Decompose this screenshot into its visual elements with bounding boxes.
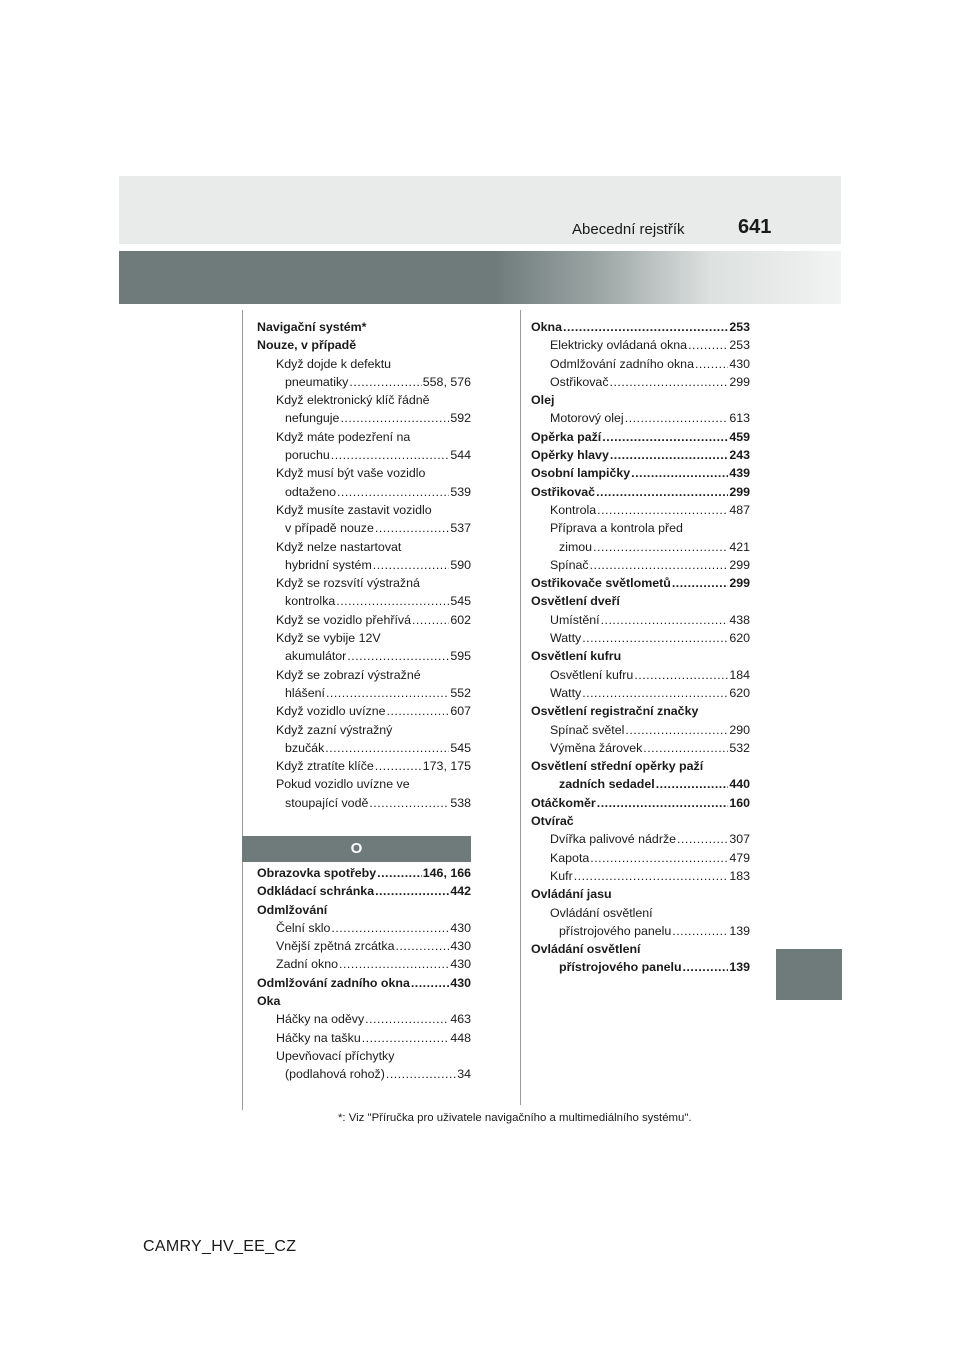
index-entry — [257, 592, 471, 610]
index-entry-text: Spínač světel — [550, 722, 625, 737]
index-entry-leader — [340, 409, 449, 427]
index-entry-page: 243 — [729, 448, 750, 463]
index-entry — [257, 794, 471, 812]
index-entry-page: 146, 166 — [422, 866, 471, 880]
index-entry-text: Watty — [550, 631, 582, 646]
index-entry-page: 430 — [450, 975, 471, 990]
index-entry — [257, 538, 471, 556]
index-entry-leader — [331, 919, 449, 937]
column-divider-middle — [520, 310, 521, 1105]
index-entry-leader — [631, 464, 728, 482]
index-entry-page: 34 — [457, 1067, 471, 1082]
index-entry-leader — [336, 592, 449, 610]
index-entry-text: Odmlžování zadního okna — [550, 356, 694, 371]
index-entry-leader — [412, 611, 449, 629]
index-entry — [531, 556, 750, 574]
index-entry — [531, 867, 750, 885]
index-entry — [531, 849, 750, 867]
index-entry — [531, 629, 750, 647]
index-entry-text: Když dojde k defektu — [276, 356, 392, 371]
index-entry-leader — [601, 611, 729, 629]
index-entry — [257, 464, 471, 482]
index-entry — [257, 1047, 471, 1065]
index-entry — [531, 428, 750, 446]
index-entry-leader — [339, 955, 449, 973]
index-entry-leader — [387, 702, 450, 720]
index-entry-text: Když musíte zastavit vozidlo — [276, 502, 432, 517]
index-entry — [257, 757, 471, 775]
index-entry-page: 299 — [729, 557, 750, 572]
index-entry-leader — [375, 882, 449, 900]
index-entry-text: Opěrky hlavy — [531, 448, 609, 463]
index-entry-text: odtaženo — [285, 484, 336, 499]
index-entry-text: Osvětlení registrační značky — [531, 704, 699, 719]
index-entry-text: Výměna žárovek — [550, 740, 643, 755]
index-entry-leader — [590, 849, 728, 867]
index-entry-text: Dvířka palivové nádrže — [550, 832, 677, 847]
index-entry-text: Nouze, v případě — [257, 338, 357, 353]
index-entry-text: Ostřikovač — [550, 374, 609, 389]
index-entry-page: 532 — [729, 740, 750, 755]
index-entry-text: Když zazní výstražný — [276, 722, 393, 737]
index-entry-leader — [683, 958, 729, 976]
index-entry-text: stoupající vodě — [285, 795, 369, 810]
index-entry-text: v případě nouze — [285, 521, 374, 536]
index-entry-leader — [596, 483, 728, 501]
index-entry-page: 439 — [729, 466, 750, 481]
index-entry-text: Obrazovka spotřeby — [257, 866, 377, 880]
index-entry-page: 139 — [729, 923, 750, 938]
index-entry-page: 592 — [450, 411, 471, 426]
index-entry-leader — [574, 867, 729, 885]
index-entry-leader — [349, 373, 421, 391]
index-entry-leader — [369, 794, 449, 812]
index-entry-leader — [365, 1010, 449, 1028]
index-entry — [531, 702, 750, 720]
index-entry-text: Čelní sklo — [276, 920, 331, 935]
index-entry-page: 602 — [450, 612, 471, 627]
index-entry — [257, 556, 471, 574]
header-gradient-band — [119, 251, 841, 304]
index-entry — [257, 919, 471, 937]
index-entry-leader — [610, 373, 729, 391]
index-entry — [531, 922, 750, 940]
index-entry-text: Příprava a kontrola před — [550, 521, 683, 536]
index-entry-text: Vnější zpětná zrcátka — [276, 939, 395, 954]
index-entry-text: Spínač — [550, 557, 589, 572]
index-entry-leader — [643, 739, 728, 757]
index-entry — [257, 373, 471, 391]
index-entry-text: Olej — [531, 393, 555, 408]
index-entry — [531, 391, 750, 409]
index-entry-page: 620 — [729, 631, 750, 646]
index-entry — [531, 904, 750, 922]
index-entry-page: 463 — [450, 1012, 471, 1027]
index-entry-text: Když nelze nastartovat — [276, 539, 402, 554]
index-entry — [257, 355, 471, 373]
index-entry-leader — [602, 428, 728, 446]
index-entry-text: Kapota — [550, 850, 590, 865]
index-entry — [257, 702, 471, 720]
index-entry-page: 421 — [729, 539, 750, 554]
index-entry-page: 430 — [450, 939, 471, 954]
index-entry — [531, 812, 750, 830]
index-entry-page: 440 — [729, 777, 750, 792]
index-entry-text: hybridní systém — [285, 557, 372, 572]
index-entry-leader — [582, 684, 728, 702]
index-entry-text: Watty — [550, 685, 582, 700]
index-entry-page: 184 — [729, 667, 750, 682]
index-entry-text: Když se rozsvítí výstražná — [276, 576, 420, 591]
index-entry-text: Okna — [531, 320, 562, 334]
index-entry — [257, 501, 471, 519]
index-entry-leader — [590, 556, 729, 574]
index-entry-text: Osvětlení střední opěrky paží — [531, 759, 704, 774]
index-entry — [257, 882, 471, 900]
index-entry-leader — [337, 483, 449, 501]
index-entry — [531, 373, 750, 391]
index-entry-page: 438 — [729, 612, 750, 627]
index-entry — [531, 684, 750, 702]
index-entry — [531, 775, 750, 793]
index-entry-text: přístrojového panelu — [559, 960, 682, 975]
index-entry-page: 299 — [729, 576, 750, 591]
index-entry — [257, 1029, 471, 1047]
page-header-title: Abecední rejstřík — [572, 221, 685, 238]
index-entry-leader — [695, 355, 728, 373]
index-entry-leader — [597, 501, 728, 519]
index-entry-leader — [593, 538, 728, 556]
index-entry — [531, 666, 750, 684]
index-entry — [257, 721, 471, 739]
index-entry — [531, 409, 750, 427]
index-entry-text: Když se zobrazí výstražné — [276, 667, 421, 682]
index-column-right — [531, 318, 750, 977]
index-entry-leader — [325, 739, 449, 757]
index-entry-text: Když ztratíte klíče — [276, 759, 374, 774]
index-entry — [531, 574, 750, 592]
index-entry-leader — [563, 318, 728, 336]
index-entry-text: Háčky na oděvy — [276, 1012, 365, 1027]
index-entry — [531, 483, 750, 501]
index-entry — [531, 721, 750, 739]
index-entry-text: Když elektronický klíč řádně — [276, 393, 430, 408]
index-entry — [531, 464, 750, 482]
index-entry-page: 160 — [729, 795, 750, 810]
index-entry-text: Elektricky ovládaná okna — [550, 338, 688, 353]
index-entry-page: 590 — [450, 557, 471, 572]
index-entry — [257, 1065, 471, 1083]
index-entry-leader — [625, 721, 728, 739]
index-entry — [257, 666, 471, 684]
index-entry-leader — [395, 937, 449, 955]
index-entry — [257, 684, 471, 702]
index-entry-text: Odmlžování zadního okna — [257, 975, 410, 990]
index-entry-text: Navigační systém* — [257, 320, 367, 334]
index-entry-leader — [411, 974, 449, 992]
index-entry — [531, 501, 750, 519]
index-entry — [257, 483, 471, 501]
index-entry-text: nefunguje — [285, 411, 340, 426]
index-entry-text: Ostřikovač — [531, 484, 596, 499]
index-entry-text: hlášení — [285, 685, 325, 700]
index-entry-text: Když máte podezření na — [276, 429, 411, 444]
index-entry — [257, 409, 471, 427]
index-entry-page: 479 — [729, 850, 750, 865]
index-entry — [257, 574, 471, 592]
footnote: *: Viz "Příručka pro uživatele navigačního a multimediálního systému". — [338, 1112, 692, 1124]
index-entry-leader — [625, 409, 729, 427]
index-entry — [531, 739, 750, 757]
index-entry-text: Upevňovací příchytky — [276, 1048, 395, 1063]
index-entry-leader — [672, 574, 729, 592]
index-entry-text: přístrojového panelu — [559, 923, 672, 938]
column-divider-left — [242, 310, 243, 1110]
index-entry-page: 613 — [729, 411, 750, 426]
index-entry — [531, 355, 750, 373]
index-entry-text: Odmlžování — [257, 902, 328, 917]
index-entry-leader — [362, 1029, 450, 1047]
index-entry-page: 552 — [450, 685, 471, 700]
index-entry — [257, 775, 471, 793]
page-number: 641 — [738, 216, 772, 238]
index-entry-page: 620 — [729, 685, 750, 700]
index-entry-page: 487 — [729, 502, 750, 517]
index-entry-page: 307 — [729, 832, 750, 847]
index-entry-text: Kufr — [550, 868, 573, 883]
index-entry-leader — [688, 336, 728, 354]
index-entry-page: 173, 175 — [422, 759, 471, 774]
index-entry-text: Opěrka paží — [531, 429, 602, 444]
index-entry-page: 545 — [450, 740, 471, 755]
index-entry-text: Když se vybije 12V — [276, 631, 381, 646]
index-entry-text: Osvětlení kufru — [550, 667, 634, 682]
index-entry-page: 183 — [729, 868, 750, 883]
index-entry-text: Osvětlení dveří — [531, 594, 620, 609]
index-entry-page: 430 — [729, 356, 750, 371]
index-entry-text: Ovládání osvětlení — [550, 905, 653, 920]
index-entry — [257, 739, 471, 757]
index-entry-leader — [672, 922, 728, 940]
index-entry-page: 253 — [729, 320, 750, 334]
index-entry-page: 442 — [450, 884, 471, 899]
index-entry-page: 539 — [450, 484, 471, 499]
index-entry — [531, 446, 750, 464]
index-entry-text: zimou — [559, 539, 593, 554]
index-entry — [257, 428, 471, 446]
index-entry-text: Pokud vozidlo uvízne ve — [276, 777, 410, 792]
index-entry-page: 299 — [729, 484, 750, 499]
index-entry-page: 544 — [450, 448, 471, 463]
index-entry-text: akumulátor — [285, 649, 347, 664]
index-entry-text: poruchu — [285, 448, 330, 463]
index-entry-page: 448 — [450, 1030, 471, 1045]
index-entry-leader — [677, 830, 728, 848]
index-entry-page: 538 — [450, 795, 471, 810]
index-entry-text: Když musí být vaše vozidlo — [276, 466, 426, 481]
chapter-side-tab — [776, 949, 842, 1000]
index-entry — [531, 519, 750, 537]
index-entry-text: Ovládání jasu — [531, 887, 612, 902]
index-entry-leader — [375, 757, 422, 775]
index-entry-page: 537 — [450, 521, 471, 536]
index-entry-text: Motorový olej — [550, 411, 624, 426]
index-entry-text: Osobní lampičky — [531, 466, 631, 481]
index-entry — [257, 937, 471, 955]
index-entry — [531, 794, 750, 812]
footer-document-code: CAMRY_HV_EE_CZ — [143, 1238, 297, 1255]
index-entry-page: 558, 576 — [422, 374, 471, 389]
index-column-left-top — [257, 318, 471, 812]
header-bar — [119, 176, 841, 244]
index-entry-text: zadních sedadel — [559, 777, 655, 792]
index-entry-leader — [634, 666, 728, 684]
index-entry-leader — [386, 1065, 456, 1083]
index-entry-text: Otáčkoměr — [531, 795, 596, 810]
index-entry — [531, 647, 750, 665]
index-entry — [531, 885, 750, 903]
index-entry-text: (podlahová rohož) — [285, 1067, 385, 1082]
index-entry — [257, 974, 471, 992]
index-entry-leader — [373, 556, 450, 574]
index-entry — [257, 629, 471, 647]
index-entry-leader — [656, 775, 729, 793]
index-entry — [531, 940, 750, 958]
index-entry-text: Oka — [257, 994, 281, 1009]
index-entry-leader — [347, 647, 449, 665]
index-entry-page: 253 — [729, 338, 750, 353]
index-entry — [257, 955, 471, 973]
index-entry-text: Ostřikovače světlometů — [531, 576, 671, 591]
index-entry-leader — [326, 684, 449, 702]
index-entry — [531, 757, 750, 775]
index-entry — [531, 611, 750, 629]
section-letter-bar: O — [242, 836, 471, 862]
index-entry-leader — [610, 446, 728, 464]
index-entry-text: Zadní okno — [276, 957, 338, 972]
index-entry-text: Když vozidlo uvízne — [276, 704, 386, 719]
index-entry — [257, 647, 471, 665]
index-entry-leader — [331, 446, 450, 464]
index-entry-page: 139 — [729, 960, 750, 975]
index-entry-text: Osvětlení kufru — [531, 649, 622, 664]
index-column-left-bottom — [257, 864, 471, 1084]
index-entry-text: pneumatiky — [285, 374, 349, 389]
index-entry-page: 430 — [450, 957, 471, 972]
index-entry-text: Kontrola — [550, 502, 597, 517]
index-entry — [531, 830, 750, 848]
index-entry-text: Otvírač — [531, 814, 574, 829]
index-entry — [531, 318, 750, 336]
index-entry-page: 290 — [729, 722, 750, 737]
index-entry — [257, 519, 471, 537]
index-entry-text: Háčky na tašku — [276, 1030, 361, 1045]
index-entry-text: kontrolka — [285, 594, 336, 609]
index-entry-text: Odkládací schránka — [257, 884, 375, 899]
index-entry — [257, 446, 471, 464]
index-entry — [257, 336, 471, 354]
index-entry — [531, 538, 750, 556]
index-entry-page: 459 — [729, 429, 750, 444]
index-entry-page: 595 — [450, 649, 471, 664]
index-entry — [257, 1010, 471, 1028]
index-entry — [257, 992, 471, 1010]
index-entry-leader — [597, 794, 729, 812]
index-entry — [257, 318, 471, 336]
index-entry-text: Ovládání osvětlení — [531, 942, 641, 957]
index-entry — [257, 901, 471, 919]
index-entry — [531, 958, 750, 976]
index-entry-text: Umístění — [550, 612, 600, 627]
index-entry — [257, 611, 471, 629]
index-entry-leader — [377, 864, 422, 882]
index-entry-leader — [582, 629, 728, 647]
index-entry-text: bzučák — [285, 740, 325, 755]
index-entry-page: 430 — [450, 920, 471, 935]
index-entry-page: 545 — [450, 594, 471, 609]
index-entry — [257, 391, 471, 409]
index-entry-text: Když se vozidlo přehřívá — [276, 612, 411, 627]
index-entry-page: 607 — [450, 704, 471, 719]
index-entry-leader — [375, 519, 449, 537]
index-entry — [531, 592, 750, 610]
index-entry-page: 299 — [729, 374, 750, 389]
index-entry — [257, 864, 471, 882]
index-entry — [531, 336, 750, 354]
